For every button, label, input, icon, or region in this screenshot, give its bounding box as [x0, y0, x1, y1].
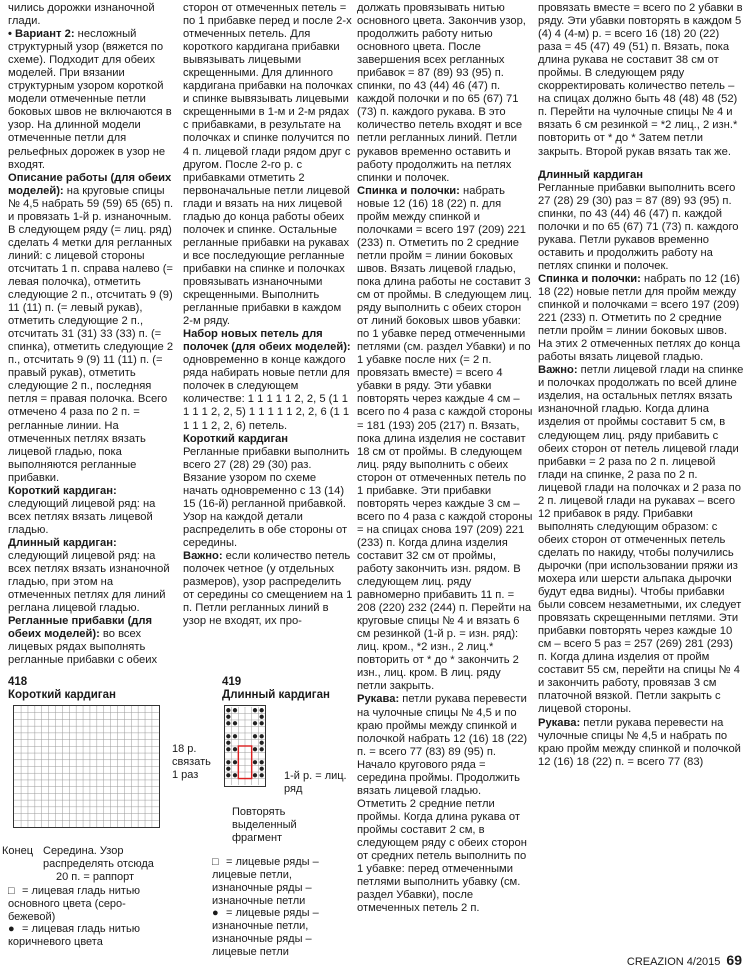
- paragraph-text: несложный структурный узор (вяжется по схеме). Подходит для обеих моделей. При вязании структурным узором короткой модели отмеченные петли боковых швов не включаются в узор. На длинной модели отмеченные петли для рельефных дорожек в узор не входят.: [8, 28, 172, 171]
- stitch-dot: [253, 760, 257, 764]
- section-heading: Длинный кардиган: [538, 168, 644, 181]
- text-column-3: [357, 2, 533, 915]
- chart-419-grid: [224, 705, 266, 787]
- text-column-4: [538, 2, 744, 769]
- subheading: Описание работы (для обеих моделей):: [8, 171, 172, 197]
- stitch-dot: [226, 747, 230, 751]
- paragraph-text: на круговые спицы № 4,5 набрать 59 (59) 65 (65) п. и провязать 1-й р. изнаночным. В следующем ряду (= лиц. ряд) сделать 4 метки для регланных линий: с лицевой стороны отсчитать 1 п. справа налево (= левая полочка), отметить следующие 2 п., отсчитать 9 (9) 11 (11) п. (= левый рукав), отметить следующие 2 п., отсчитать 31 (31) 33 (33) п. (= спинка), отметить следующие 2 п., отсчитать 9 (9) 11 (11) п. (= правый рукав), отметить следующие 2 п., последняя петля = правая полочка. Всего отмечено 4 раза по 2 п. = регланные линии. На отмеченных петлях вязать лицевой гладью, пока выполняются регланные прибавки.: [8, 184, 174, 484]
- paragraph-text: следующий лицевой ряд: на всех петлях вязать лицевой гладью.: [8, 497, 156, 536]
- paragraph: [357, 185, 533, 694]
- stitch-dot: [226, 760, 230, 764]
- subheading: Регланные прибавки (для обеих моделей):: [8, 615, 153, 641]
- legend-item: [8, 923, 168, 949]
- stitch-dot: [260, 715, 264, 719]
- legend-item: [212, 856, 352, 908]
- paragraph-text: одновременно в конце каждого ряда набирать новые петли для полочек в следующем количестве: 1 1 1 1 1 2, 2, 5 (1 1 1 1 1 2, 2, 5) 1 1 1 1 1 2, 2, 6 (1 1 1 1 1 2, 2, 6) петель.: [183, 354, 350, 432]
- legend-text: = лицевые ряды – лицевые петли, изнаночные ряды – изнаночные петли: [212, 856, 319, 907]
- paragraph-text: петли лицевой глади на спинке и полочках продолжать по всей длине изделия, на остальных петлях вязать изнаночной гладью. Когда длина изделия от проймы составит 5 см, в следующем лиц. ряду прибавить с обеих сторон от петель лицевой глади прибавки = 2 раза по 2 п. лицевой глади на спинке, 2 раза по 2 п. лицевой глади на полочках и 2 раза по 2 п. лицевой глади на рукавах – всего 12 прибавок в ряду. Прибавки выполнять следующим образом: с обеих сторон от отмеченных петель сделать по накиду, чтобы получились дырочки (при использовании пряжи из мохера или шерсти альпака дырочки будут едва видны). Чтобы прибавки были совсем незаметными, их следует провязать скрещенными петлями. Эти прибавки повторять через каждые 10 см – всего 5 раз = 257 (269) 281 (293) п. Когда длина изделия от пройм составит 55 см, перейти на спицы № 4 и закончить работу, провязав 3 см платочной вязкой. Петли закрыть с лицевой стороны.: [538, 364, 744, 716]
- chart-418-end-label: Конец: [2, 845, 34, 857]
- subheading: Набор новых петель для полочек (для обеих моделей):: [183, 328, 351, 354]
- stitch-dot: [226, 741, 230, 745]
- subheading: Рукава:: [538, 716, 581, 729]
- dot-icon: ●: [212, 907, 219, 919]
- paragraph: [357, 693, 533, 915]
- stitch-dot: [260, 734, 264, 738]
- legend-text: = лицевая гладь нитью основного цвета (серо-бежевой): [8, 885, 140, 923]
- text-column-2: [183, 2, 353, 628]
- stitch-dot: [253, 747, 257, 751]
- stitch-dot: [260, 773, 264, 777]
- paragraph: [538, 717, 744, 769]
- stitch-dot: [226, 734, 230, 738]
- paragraph: должать провязывать нитью основного цвета. Закончив узор, продолжить работу нитью основного цвета. После завершения всех регланных прибавок = 87 (89) 93 (95) п. спинки, по 43 (44) 46 (47) п. каждой полочки и по 65 (67) 71 (73) п. каждого рукава. В это количество петель входят и все петли регланных линий. Петли рукавов временно оставить и работу продолжить на петлях спинки и полочек.: [357, 2, 526, 184]
- subheading: Важно:: [538, 364, 578, 377]
- subheading: Короткий кардиган:: [8, 484, 117, 497]
- paragraph: [8, 485, 178, 537]
- paragraph-text: петли рукава перевести на чулочные спицы № 4,5 и по краю проймы между спинкой и полочкой набрать 12 (16) 18 (22) п. = всего 77 (83) 89 (95) п. Начало кругового ряда = середина проймы. Продолжить вязать лицевой гладью. Отметить 2 средние петли проймы. Когда длина рукава от проймы составит 2 см, в следующем ряду с обеих сторон от средних петель выполнить по 1 убавке: перед отмеченными петлями выполнить убавку (см. раздел Убавки), после отмеченных петель 2 п.: [357, 693, 528, 915]
- legend-item: [8, 885, 168, 924]
- subheading: Спинка и полочки:: [357, 184, 460, 197]
- chart-418-middle-label: Середина. Узор распределять отсюда: [43, 845, 154, 870]
- paragraph: провязать вместе = всего по 2 убавки в ряду. Эти убавки повторять в каждом 5 (4) 4 (4-м) р. = всего 16 (18) 20 (22) раза = 45 (47) 49 (51) п. Вязать, пока длина рукава не составит 38 см от проймы. В следующем ряду скорректировать количество петель – на спицах должно быть 48 (48) 48 (52) п. Перейти на чулочные спицы № 4 и вязать 6 см резинкой = *2 лиц., 2 изн.* повторить от * до * Затем петли закрыть. Второй рукав вязать так же.: [538, 2, 743, 158]
- subheading: Спинка и полочки:: [538, 272, 641, 285]
- paragraph-text: набрать по 12 (16) 18 (22) новые петли для пройм между спинкой и полочками = всего 197 (209) 221 (233) п. Отметить по 2 средние петли пройм = линии боковых швов. На этих 2 отмеченных петлях до конца работы вязать лицевой гладью.: [538, 272, 741, 364]
- paragraph-text: если количество петель полочек четное (у отдельных размеров), узор распределить от середины со смещением на 1 п. Петли регланных линий в узор не входят, их про-: [183, 549, 353, 628]
- stitch-dot: [253, 721, 257, 725]
- paragraph: [8, 537, 178, 615]
- paragraph-text: петли рукава перевести на чулочные спицы № 4,5 и набрать по краю пройм между спинкой и полочкой 12 (16) 18 (22) п. = всего 77 (83): [538, 716, 741, 768]
- square-icon: □: [8, 885, 15, 897]
- stitch-dot: [253, 734, 257, 738]
- paragraph-text: во всех лицевых рядах выполнять регланные прибавки с обеих: [8, 628, 158, 667]
- subheading: • Вариант 2:: [8, 28, 75, 41]
- stitch-dot: [233, 773, 237, 777]
- stitch-dot: [260, 747, 264, 751]
- paragraph: сторон от отмеченных петель = по 1 прибавке перед и после 2-х отмеченных петель. Для короткого кардигана прибавки вывязывать лицевыми скрещенными. Для длинного кардигана прибавки на полочках и спинке вывязывать лицевыми скрещенными в 1-м и 2-м рядах с прибавками, в результате на полочках и спинке получится по 4 п. лицевой глади рядом друг с другом. После 2-го р. с прибавками отметить 2 первоначальные петли лицевой глади и вязать на них лицевой гладью до конца работы обеих полочек и спинке. Остальные регланные прибавки на рукавах и все последующие регланные прибавки на спинке и полочках провязывать изнаночными скрещенными. Выполнить регланные прибавки в каждом 2-м ряду.: [183, 2, 353, 328]
- chart-419-number: 419: [222, 676, 242, 688]
- chart-419-fragment-label: Повторять выделенный фрагмент: [232, 806, 297, 844]
- stitch-dot: [260, 708, 264, 712]
- stitch-dot: [226, 715, 230, 719]
- chart-418-grid: [13, 705, 160, 828]
- stitch-dot: [233, 747, 237, 751]
- paragraph: [8, 615, 178, 667]
- stitch-dot: [260, 721, 264, 725]
- stitch-dot: [253, 708, 257, 712]
- stitch-dot: [226, 773, 230, 777]
- paragraph: [183, 328, 353, 432]
- chart-419-row-label: 1-й р. = лиц. ряд: [284, 770, 347, 795]
- paragraph: [8, 28, 178, 172]
- stitch-dot: [226, 708, 230, 712]
- square-icon: □: [212, 856, 219, 868]
- subheading: Длинный кардиган:: [8, 536, 117, 549]
- paragraph: Регланные прибавки выполнить всего 27 (28) 29 (30) раз = 87 (89) 93 (95) п. спинки, по 43 (44) 46 (47) п. каждой полочки и по 65 (67) 71 (73) п. каждого рукава. Петли рукавов временно оставить и продолжить работу на петлях спинки и полочек.: [538, 181, 739, 272]
- chart-419-title: Длинный кардиган: [222, 689, 330, 701]
- paragraph: чились дорожки изнаночной глади.: [8, 2, 155, 28]
- page-footer: [627, 952, 742, 968]
- stitch-dot: [233, 708, 237, 712]
- stitch-dot: [260, 760, 264, 764]
- stitch-dot: [260, 741, 264, 745]
- stitch-dot: [226, 721, 230, 725]
- stitch-dot: [233, 734, 237, 738]
- legend-text: = лицевые ряды – изнаночные петли, изнаночные ряды – лицевые петли: [212, 907, 319, 958]
- legend-item: [212, 907, 352, 959]
- chart-418-number: 418: [8, 676, 28, 688]
- paragraph: [8, 172, 178, 485]
- dot-icon: ●: [8, 923, 15, 935]
- subheading: Важно:: [183, 549, 223, 562]
- subheading: Рукава:: [357, 693, 400, 706]
- paragraph-text: следующий лицевой ряд: на всех петлях вязать изнаночной гладью, при этом на отмеченных петлях для линий реглана лицевой гладью.: [8, 549, 170, 615]
- paragraph: Регланные прибавки выполнить всего 27 (28) 29 (30) раз. Вязание узором по схеме начать одновременно с 13 (14) 15 (16-й) регланной прибавкой. Узор на каждой детали распределить в обе стороны от середины.: [183, 445, 350, 549]
- chart-418-repeat-label: 20 п. = раппорт: [56, 871, 135, 883]
- paragraph: [538, 364, 744, 716]
- section-heading: Короткий кардиган: [183, 432, 288, 445]
- chart-418-rows-label: 18 р. связать 1 раз: [172, 743, 211, 781]
- text-column-1: [8, 2, 178, 667]
- stitch-dot: [260, 767, 264, 771]
- paragraph: [538, 273, 744, 364]
- legend-text: = лицевая гладь нитью коричневого цвета: [8, 923, 140, 948]
- stitch-dot: [233, 721, 237, 725]
- magazine-issue: CREAZION 4/2015: [626, 956, 721, 968]
- stitch-dot: [233, 760, 237, 764]
- stitch-dot: [253, 773, 257, 777]
- stitch-dot: [226, 767, 230, 771]
- chart-418-title: Короткий кардиган: [8, 689, 116, 701]
- page-number: 69: [726, 952, 742, 968]
- paragraph-text: набрать новые 12 (16) 18 (22) п. для пройм между спинкой и полочками = всего 197 (209) 221 (233) п. Отметить по 2 средние петли пройм = линии боковых швов. Вязать лицевой гладью, пока длина работы не составит 3 см от проймы. В следующем лиц. ряду выполнить с обеих сторон от линий боковых швов убавки: по 1 убавке перед отмеченными петлями (см. раздел Убавки) и по 1 убавке после них (= 2 п. провязать вместе) = всего 4 убавки в ряду. Эти убавки повторять через каждые 4 см – всего по 4 раза с каждой стороны = 181 (193) 205 (217) п. Вязать, пока длина изделия не составит 18 см от проймы. В следующем лиц. ряду выполнить с обеих сторон от отмеченных петель по 1 прибавке. Эти прибавки повторять через каждые 3 см – всего по 4 раза с каждой стороны = на спицах снова 197 (209) 221 (233) п. Когда длина изделия составит 32 см от проймы, работу закончить изн. рядом. В следующем лиц. ряду равномерно прибавить 11 п. = 208 (220) 232 (244) п. Перейти на круговые спицы № 4 и вязать 6 см резинкой (1-й р. = изн. ряд): лиц. кром., *2 изн., 2 лиц.* повторить от * до * закончить 2 изн., лиц. кром. В лиц. ряду петли закрыть.: [357, 184, 533, 693]
- paragraph: [183, 550, 353, 628]
